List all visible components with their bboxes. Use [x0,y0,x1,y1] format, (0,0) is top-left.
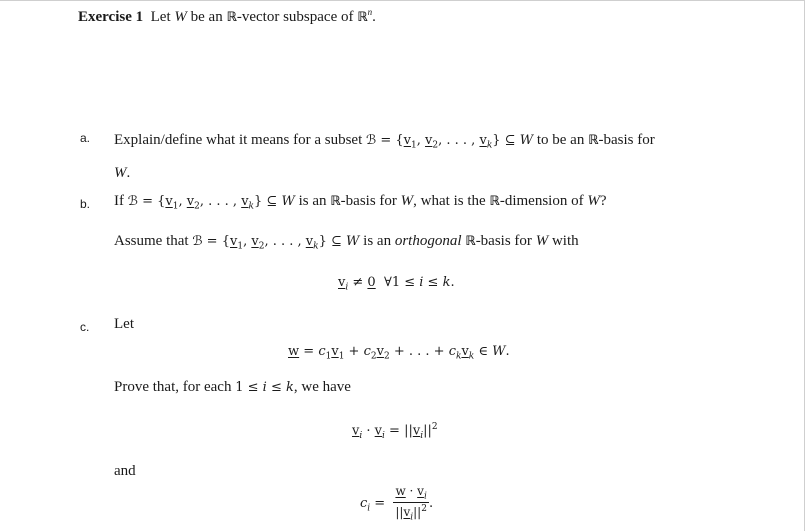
part-c-coefficient-formula: $c_i$ = $\frac{w \cdot v_i}{||v_i||^2}$ . [360,484,434,523]
coefficient-denominator: $||v_i||^2$ [395,504,427,523]
part-c-label: c. [80,320,90,334]
part-c-identity: $v_i \cdot v_i = ||v_i||^2$ [352,422,438,441]
part-a-label: a. [80,131,91,145]
part-c-prove: Prove that, for each 1 ≤ i ≤ k, we have [114,379,351,395]
exercise-heading [78,7,376,26]
part-c-let: Let [114,316,134,332]
part-c-and: and [114,463,136,479]
coefficient-fraction [393,484,429,523]
part-c-w-definition: $w = c_1v_1 + c_2v_2$ + . . . + $c_kv_k$ ∈ W. [288,344,510,362]
part-b-label: b. [80,197,91,211]
part-a-text: Explain/define what it means for a subset ℬ = {$v_1$, $v_2$, . . . , $v_k$} ⊆ W to be an ℝ-basis for W. [114,132,655,181]
part-c-condition: $v_i \ne 0$ ∀1 ≤ i ≤ k. [338,275,455,293]
exercise-label: Exercise 1 [78,9,144,25]
coefficient-numerator: $w \cdot v_i$ [395,484,427,502]
part-c-assumption: Assume that ℬ = {$v_1$, $v_2$, . . . , $v_k$} ⊆ W is an orthogonal ℝ-basis for W with [114,233,579,252]
exercise-statement-rendered: Let W be an ℝ-vector subspace of ℝ$^n$. [146,7,376,25]
part-b-text: If ℬ = {$v_1$, $v_2$, . . . , $v_k$} ⊆ W is an ℝ-basis for W, what is the ℝ-dimension of W? [114,193,607,212]
